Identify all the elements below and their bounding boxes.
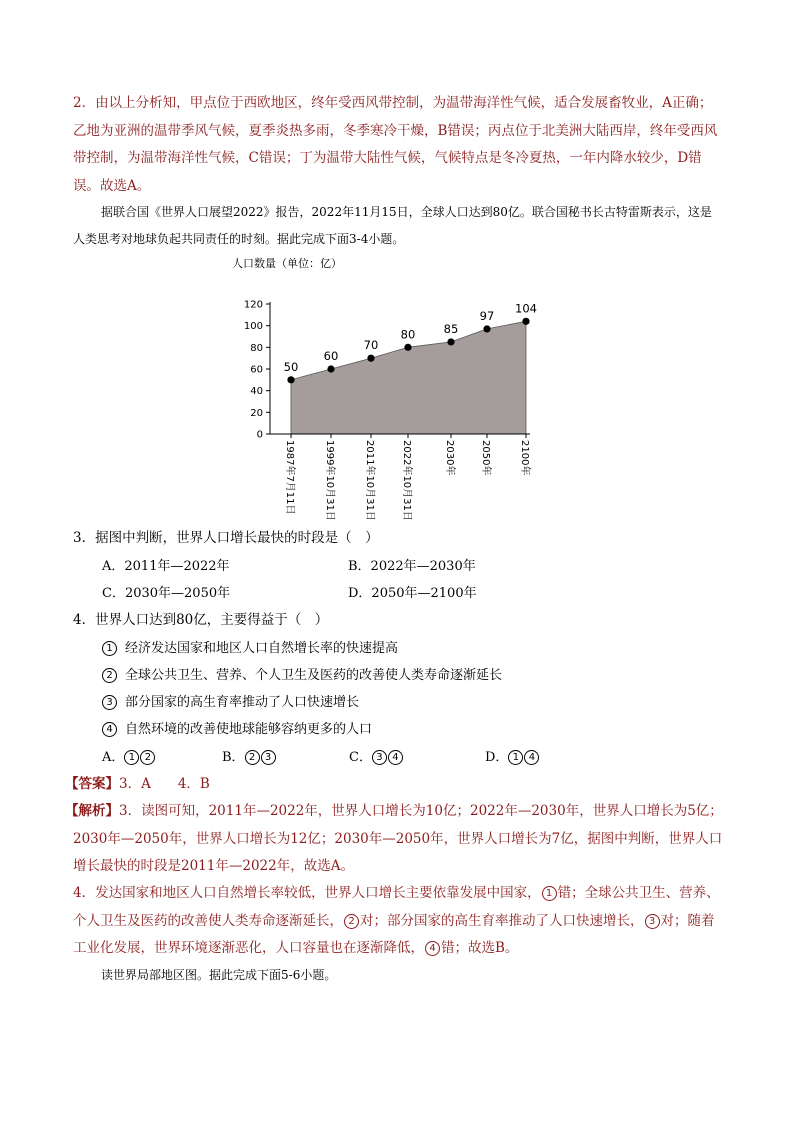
question-3-stem: 3．据图中判断，世界人口增长最快的时段是（ ） [73, 530, 379, 546]
analysis-q2: 2．由以上分析知，甲点位于西欧地区，终年受西风带控制，为温带海洋性气候，适合发展畜牧业，A正确；乙地为亚洲的温带季风气候，夏季炎热多雨，冬季寒冷干燥，B错误；丙点位于北美洲大陆西岸，终年受西风带控制，为温带海洋性气候，C错误；丁为温带大陆性气候，气候特点是冬冷夏热，一年内降水较少，D错误。故选A。 [73, 95, 718, 194]
x-tick-label: 2030年 [444, 440, 455, 476]
population-chart [230, 252, 550, 524]
circled-number: 2 [245, 750, 260, 765]
answer-label: 【答案】 [65, 776, 119, 792]
q4-item-3-text: 部分国家的高生育率推动了人口快速增长 [125, 695, 360, 710]
data-label: 85 [443, 321, 459, 336]
answer-line [65, 771, 210, 798]
q3-option-b: B．2022年—2030年 [348, 559, 476, 574]
data-point [367, 355, 374, 362]
x-tick-label: 1987年7月11日 [284, 440, 295, 515]
analysis-q4-text: 错；故选B。 [441, 940, 519, 956]
q4-item-1-text: 经济发达国家和地区人口自然增长率的快速提高 [125, 641, 399, 656]
q4-option-b-letter: B． [222, 750, 245, 765]
data-label: 80 [400, 327, 416, 342]
x-tick-label: 2022年10月31日 [401, 440, 412, 521]
x-tick-label: 2050年 [480, 440, 491, 476]
analysis-label: 【解析】 [65, 803, 119, 819]
circled-number-3: 3 [102, 695, 117, 710]
q4-option-b [222, 744, 284, 771]
x-tick-label: 1999年10月31日 [324, 440, 335, 521]
y-tick-label: 100 [243, 321, 263, 333]
analysis-q3 [65, 798, 723, 881]
circled-number-3: 3 [645, 914, 660, 929]
x-tick-label: 2011年10月31日 [364, 440, 375, 521]
circled-number-4: 4 [102, 722, 117, 737]
data-point [327, 365, 334, 372]
q4-item-2 [102, 662, 502, 689]
data-point [447, 338, 454, 345]
analysis-q4-text: 对；随着工业化发展，世界环境逐渐恶化，人口容量也在逐渐降低， [73, 912, 715, 956]
circled-number: 4 [388, 750, 403, 765]
q4-option-a-letter: A． [102, 750, 125, 765]
circled-number: 2 [140, 750, 155, 765]
q4-item-1 [102, 635, 398, 662]
data-label: 97 [479, 308, 495, 323]
intro-questions-5-6: 读世界局部地区图。据此完成下面5-6小题。 [101, 968, 337, 982]
x-tick-label: 2100年 [519, 440, 530, 476]
y-tick-label: 80 [250, 342, 263, 354]
circled-number: 1 [124, 750, 139, 765]
circled-number: 3 [372, 750, 387, 765]
circled-number-2: 2 [344, 914, 359, 929]
circled-number-2: 2 [102, 668, 117, 683]
circled-number: 3 [261, 750, 276, 765]
q4-item-4-text: 自然环境的改善使地球能够容纳更多的人口 [125, 722, 373, 737]
y-tick-label: 60 [250, 364, 263, 376]
circled-number: 4 [524, 750, 539, 765]
analysis-q3-text: 3．读图可知，2011年—2022年，世界人口增长为10亿；2022年—2030年，世界人口增长为5亿；2030年—2050年，世界人口增长为12亿；2030年—2050年，世界人口增长为7亿，据图中判断，世界人口增长最快的时段是2011年—2022年，故选A。 [73, 803, 723, 874]
y-tick-label: 0 [256, 429, 263, 441]
answer-text: 3．A 4．B [119, 776, 210, 792]
q4-item-4 [102, 716, 372, 743]
data-point [522, 318, 529, 325]
y-tick-label: 40 [250, 386, 263, 398]
data-point [287, 376, 294, 383]
q4-option-d-letter: D． [485, 750, 509, 765]
data-point [483, 325, 490, 332]
q3-option-a: A．2011年—2022年 [102, 559, 230, 574]
data-label: 70 [363, 338, 379, 353]
circled-number-4: 4 [425, 941, 440, 956]
y-tick-label: 120 [243, 299, 263, 311]
analysis-q4-text: 错；全球公共卫生、营养、个人卫生及医药的改善使人类寿命逐渐延长， [73, 885, 720, 929]
q4-item-2-text: 全球公共卫生、营养、个人卫生及医药的改善使人类寿命逐渐延长 [125, 668, 503, 683]
q3-option-c: C．2030年—2050年 [102, 586, 231, 601]
q4-option-c [349, 744, 411, 771]
q4-option-a [102, 744, 163, 771]
q3-option-d: D．2050年—2100年 [348, 586, 477, 601]
question-4-stem: 4．世界人口达到80亿，主要得益于（ ） [73, 612, 329, 628]
y-tick-label: 20 [250, 407, 263, 419]
data-point [404, 344, 411, 351]
data-label: 60 [323, 349, 339, 363]
q4-option-d [485, 744, 547, 771]
q4-item-3 [102, 689, 359, 716]
circled-number: 1 [508, 750, 523, 765]
analysis-q4-text: 4．发达国家和地区人口自然增长率较低，世界人口增长主要依靠发展中国家， [73, 885, 541, 901]
q4-option-c-letter: C． [349, 750, 372, 765]
chart-title: 人口数量（单位：亿） [232, 257, 342, 270]
analysis-q4-text: 对；部分国家的高生育率推动了人口快速增长， [360, 912, 644, 929]
data-label: 104 [515, 301, 537, 316]
data-label: 50 [283, 359, 299, 374]
analysis-q4 [73, 880, 723, 963]
circled-number-1: 1 [102, 641, 117, 656]
intro-questions-3-4: 据联合国《世界人口展望2022》报告，2022年11月15日，全球人口达到80亿。联合国秘书长古特雷斯表示，这是人类思考对地球负起共同责任的时刻。据此完成下面3-4小题。 [73, 205, 712, 246]
circled-number-1: 1 [542, 886, 557, 901]
